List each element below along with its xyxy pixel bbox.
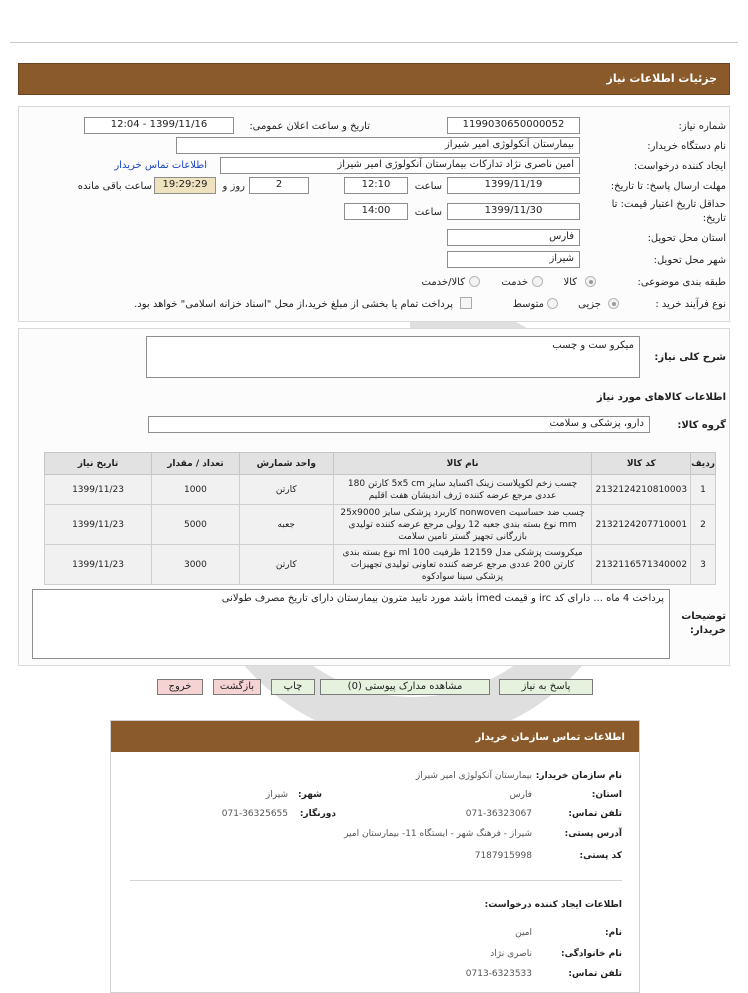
need-number-label: شماره نیاز: [678, 121, 726, 132]
col-code: کد کالا [592, 453, 691, 475]
row-unit: کارتن [239, 475, 333, 505]
treasury-checkbox[interactable] [460, 297, 472, 309]
row-date: 1399/11/23 [45, 505, 152, 545]
buyer-name-label: نام دستگاه خریدار: [647, 141, 726, 152]
row-date: 1399/11/23 [45, 475, 152, 505]
row-name: میکروست پزشکی مدل 12159 ظرفیت 100 ml نوع بسته بندی کارتن 200 عددی مرجع عرضه کننده تعاونی تولیدی تجهیزات پزشکی سینا سوادکوه [333, 545, 592, 585]
days-label: روز و [222, 181, 245, 192]
exit-button[interactable]: خروج [157, 679, 203, 695]
creator-phone-value: 0713-6323533 [465, 969, 532, 979]
category-label: طبقه بندی موضوعی: [637, 277, 726, 288]
reply-button[interactable]: پاسخ به نیاز [499, 679, 593, 695]
col-name: نام کالا [333, 453, 592, 475]
print-button[interactable]: چاپ [271, 679, 315, 695]
goods-group-field: دارو، پزشکی و سلامت [148, 416, 650, 433]
contact-divider [130, 880, 622, 881]
contact-postal-label: کد پستی: [579, 851, 622, 861]
province-field: فارس [447, 229, 580, 246]
goods-group-label: گروه کالا: [677, 420, 726, 431]
buyer-notes-label: توضیحات خریدار: [681, 611, 726, 636]
announce-label: تاریخ و ساعت اعلان عمومی: [249, 121, 370, 132]
contact-card-title: اطلاعات تماس سازمان خریدار [475, 732, 625, 743]
top-divider [10, 42, 738, 43]
category-option-both: کالا/خدمت [421, 277, 465, 288]
table-row [45, 545, 716, 585]
contact-address-label: آدرس پستی: [564, 829, 622, 839]
table-row [45, 505, 716, 545]
validity-time-label: ساعت [414, 207, 442, 218]
creator-phone-label: تلفن تماس: [568, 969, 622, 979]
contact-city-value: شیراز [265, 790, 288, 800]
back-button[interactable]: بازگشت [213, 679, 261, 695]
contact-address-value: شیراز - فرهنگ شهر - ایستگاه 11- بیمارستان امیر [344, 829, 532, 839]
city-label: شهر محل تحویل: [653, 255, 726, 266]
general-desc-field: میکرو ست و چسب [146, 336, 640, 378]
creator-info-title: اطلاعات ایجاد کننده درخواست: [484, 900, 622, 910]
contact-postal-value: 7187915998 [474, 851, 532, 861]
remaining-label: ساعت باقی مانده [77, 181, 152, 192]
contact-province-label: استان: [591, 790, 622, 800]
category-radio-both[interactable] [469, 276, 480, 287]
deadline-date-field: 1399/11/19 [447, 177, 580, 194]
creator-fname-label: نام: [605, 928, 622, 938]
page-header [18, 63, 730, 95]
creator-label: ایجاد کننده درخواست: [633, 161, 726, 172]
table-row [45, 475, 716, 505]
contact-phone-value: 071-36323067 [465, 809, 532, 819]
announce-field: 1399/11/16 - 12:04 [84, 117, 234, 134]
col-unit: واحد شمارش [239, 453, 333, 475]
process-radio-minor[interactable] [608, 298, 619, 309]
page-title: جزئیات اطلاعات نیاز [606, 72, 717, 85]
row-qty: 1000 [152, 475, 240, 505]
row-index: 1 [691, 475, 716, 505]
buyer-notes-field: پرداخت 4 ماه ... دارای کد irc و قیمت imed باشد مورد تایید مترون بیمارستان دارای تاریخ مصرف طولانی [32, 589, 670, 659]
row-name: چسب ضد حساسیت nonwoven کاربرد پزشکی سایز 25x9000 mm نوع بسته بندی جعبه 12 رولی مرجع عرضه کننده تولیدی بازرگانی تجهیز گستر تامین سلامت [333, 505, 592, 545]
contact-city-label: شهر: [298, 790, 322, 800]
city-field: شیراز [447, 251, 580, 268]
process-radio-medium[interactable] [547, 298, 558, 309]
buyer-contact-link[interactable]: اطلاعات تماس خریدار [114, 160, 207, 171]
validity-time-field: 14:00 [344, 203, 408, 220]
attachments-button[interactable]: مشاهده مدارک پیوستی (0) [320, 679, 490, 695]
contact-org-value: بیمارستان آنکولوژی امیر شیراز [415, 771, 532, 781]
row-index: 3 [691, 545, 716, 585]
row-qty: 3000 [152, 545, 240, 585]
category-option-service: خدمت [501, 277, 528, 288]
validity-date-field: 1399/11/30 [447, 203, 580, 220]
deadline-label: مهلت ارسال پاسخ: تا تاریخ: [610, 181, 726, 192]
row-date: 1399/11/23 [45, 545, 152, 585]
contact-fax-label: دورنگار: [299, 809, 336, 819]
deadline-time-field: 12:10 [344, 177, 408, 194]
payment-note: پرداخت تمام یا بخشی از مبلغ خرید،از محل "اسناد خزانه اسلامی" خواهد بود. [134, 299, 453, 310]
category-radio-goods[interactable] [585, 276, 596, 287]
goods-info-title: اطلاعات کالاهای مورد نیاز [596, 392, 726, 403]
col-qty: تعداد / مقدار [152, 453, 240, 475]
buyer-name-field: بیمارستان آنکولوژی امیر شیراز [176, 137, 580, 154]
general-desc-label: شرح کلی نیاز: [654, 352, 726, 363]
need-number-field: 1199030650000052 [447, 117, 580, 134]
table-header-row [45, 453, 716, 475]
row-code: 2132116571340002 [592, 545, 691, 585]
row-index: 2 [691, 505, 716, 545]
process-option-minor: جزیی [578, 299, 601, 310]
category-radio-service[interactable] [532, 276, 543, 287]
creator-lname-value: ناصری نژاد [490, 949, 532, 959]
contact-phone-label: تلفن تماس: [568, 809, 622, 819]
contact-card-header [111, 721, 639, 752]
contact-province-value: فارس [509, 790, 532, 800]
goods-table [44, 452, 716, 585]
process-label: نوع فرآیند خرید : [655, 299, 726, 310]
row-name: چسب زخم لکوپلاست زینک اکساید سایز 5x5 cm کارتن 180 عددی مرجع عرضه کننده ژرف اندیشان هفت اقلیم [333, 475, 592, 505]
row-unit: جعبه [239, 505, 333, 545]
creator-field: امین ناصری نژاد تدارکات بیمارستان آنکولوژی امیر شیراز [220, 157, 580, 174]
days-field: 2 [249, 177, 309, 194]
row-qty: 5000 [152, 505, 240, 545]
col-index: ردیف [691, 453, 716, 475]
col-date: تاریخ نیاز [45, 453, 152, 475]
row-code: 2132124207710001 [592, 505, 691, 545]
row-code: 2132124210810003 [592, 475, 691, 505]
creator-fname-value: امین [515, 928, 532, 938]
category-option-goods: کالا [563, 277, 577, 288]
deadline-time-label: ساعت [414, 181, 442, 192]
remaining-time-field: 19:29:29 [154, 177, 216, 194]
province-label: استان محل تحویل: [647, 233, 726, 244]
process-option-medium: متوسط [512, 299, 544, 310]
validity-label: حداقل تاریخ اعتبار قیمت: تا تاریخ: [611, 199, 726, 224]
creator-lname-label: نام خانوادگی: [560, 949, 622, 959]
row-unit: کارتن [239, 545, 333, 585]
contact-org-label: نام سازمان خریدار: [535, 771, 622, 781]
contact-fax-value: 071-36325655 [221, 809, 288, 819]
